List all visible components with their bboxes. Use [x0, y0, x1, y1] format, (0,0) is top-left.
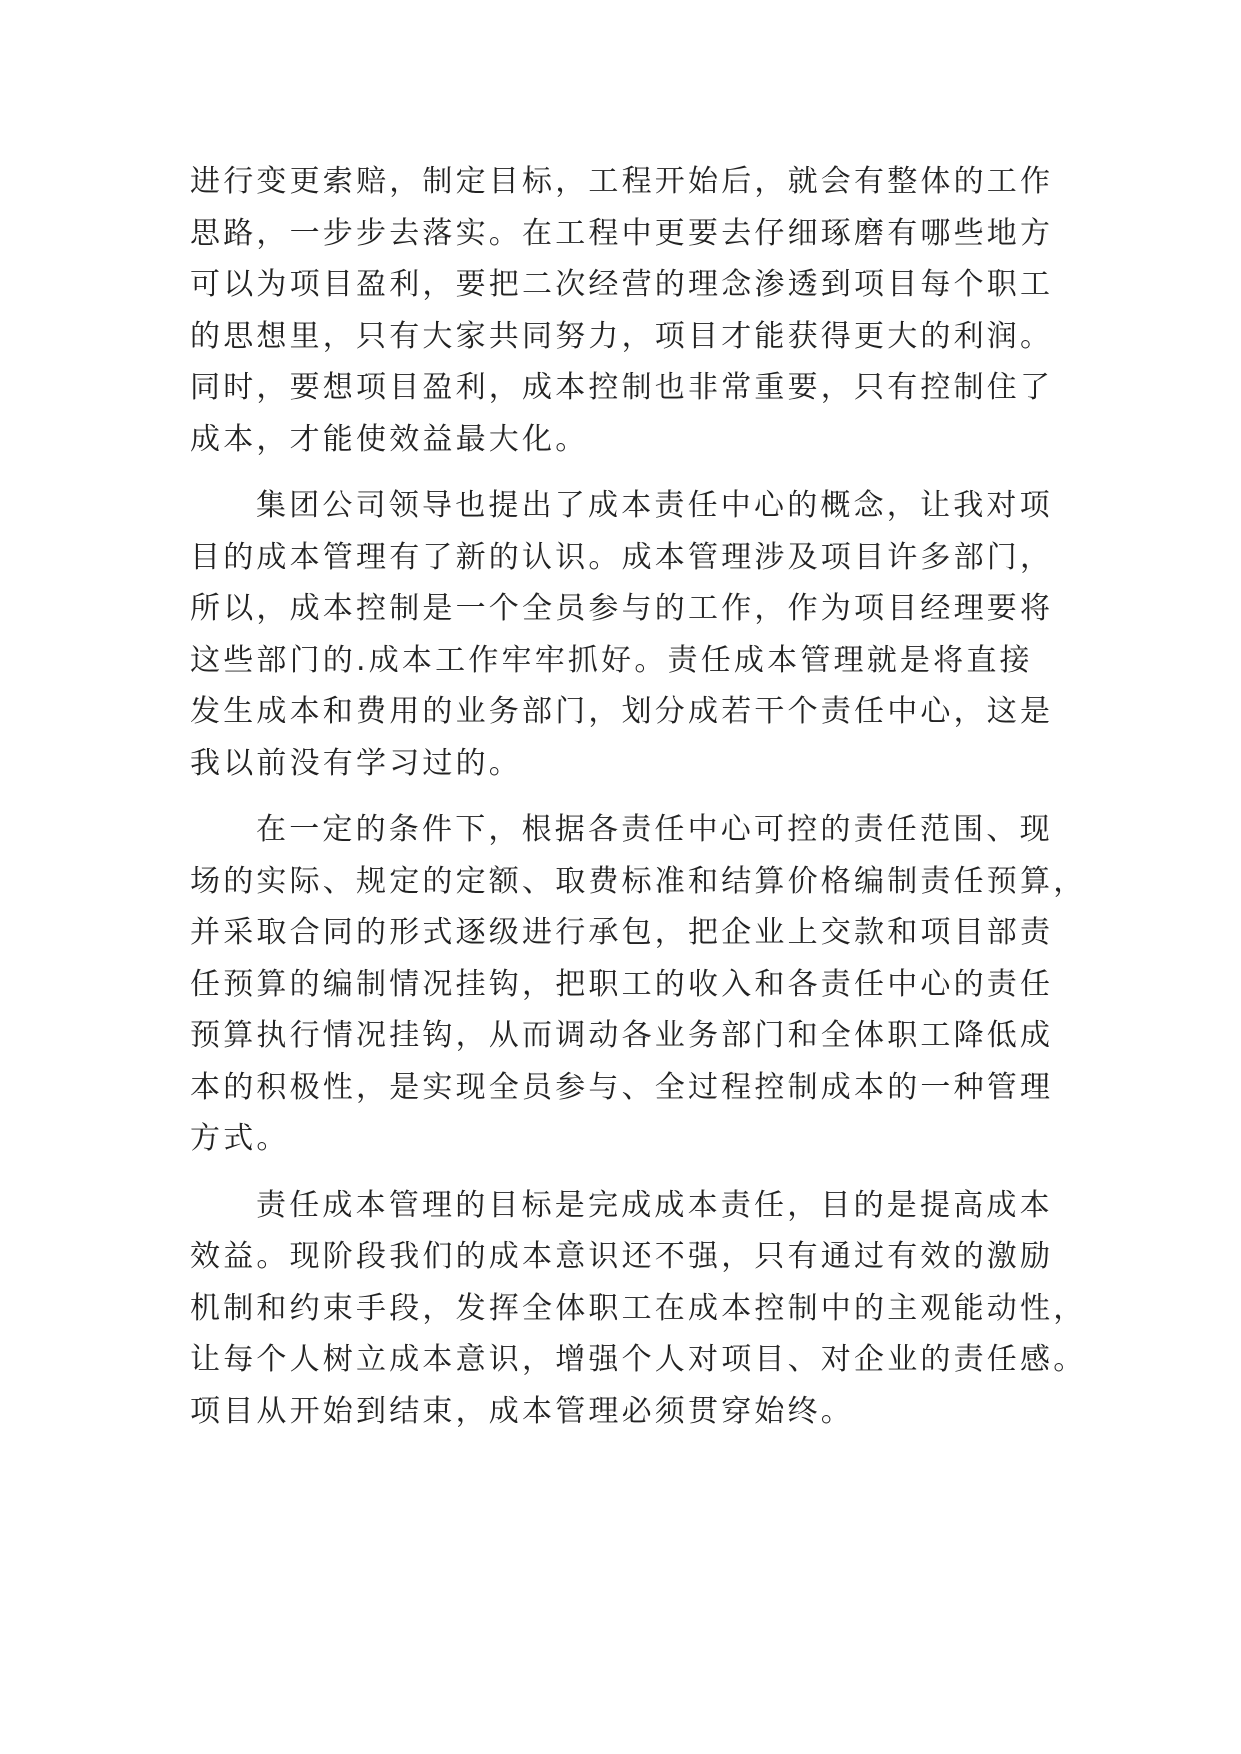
- text-line: 方式。: [190, 1121, 290, 1156]
- text-line: 项目从开始到结束，成本管理必须贯穿始终。: [190, 1393, 854, 1429]
- text-line: 机制和约束手段，发挥全体职工在成本控制中的主观能动性，: [190, 1290, 1087, 1326]
- text-line: 所以，成本控制是一个全员参与的工作，作为项目经理要将: [190, 591, 1054, 626]
- paragraph-start-line: 集团公司领导也提出了成本责任中心的概念，让我对项: [256, 488, 1053, 523]
- text-line: 进行变更索赔，制定目标，工程开始后，就会有整体的工作: [190, 164, 1054, 199]
- text-line: 发生成本和费用的业务部门，划分成若干个责任中心，这是: [190, 694, 1054, 729]
- text-line: 的思想里，只有大家共同努力，项目才能获得更大的利润。: [190, 318, 1054, 354]
- text-line: 思路，一步步去落实。在工程中更要去仔细琢磨有哪些地方: [190, 215, 1054, 251]
- text-line: 目的成本管理有了新的认识。成本管理涉及项目许多部门，: [190, 539, 1054, 575]
- text-line: 可以为项目盈利，要把二次经营的理念渗透到项目每个职工: [190, 267, 1054, 302]
- text-line: 同时，要想项目盈利，成本控制也非常重要，只有控制住了: [190, 370, 1054, 405]
- text-line: 成本，才能使效益最大化。: [190, 421, 589, 457]
- text-line: 这些部门的.成本工作牢牢抓好。责任成本管理就是将直接: [190, 642, 1033, 678]
- text-line: 场的实际、规定的定额、取费标准和结算价格编制责任预算，: [190, 863, 1087, 899]
- text-line: 并采取合同的形式逐级进行承包，把企业上交款和项目部责: [190, 915, 1054, 950]
- text-line: 让每个人树立成本意识，增强个人对项目、对企业的责任感。: [190, 1342, 1087, 1377]
- text-line: 任预算的编制情况挂钩，把职工的收入和各责任中心的责任: [190, 966, 1054, 1002]
- paragraph-start-line: 责任成本管理的目标是完成成本责任，目的是提高成本: [256, 1187, 1053, 1223]
- document-body: [190, 156, 1087, 1437]
- text-line: 本的积极性，是实现全员参与、全过程控制成本的一种管理: [190, 1069, 1054, 1105]
- paragraph-start-line: 在一定的条件下，根据各责任中心可控的责任范围、现: [256, 812, 1053, 847]
- text-line: 预算执行情况挂钩，从而调动各业务部门和全体职工降低成: [190, 1018, 1054, 1053]
- text-line: 我以前没有学习过的。: [190, 745, 522, 781]
- text-line: 效益。现阶段我们的成本意识还不强，只有通过有效的激励: [190, 1239, 1054, 1274]
